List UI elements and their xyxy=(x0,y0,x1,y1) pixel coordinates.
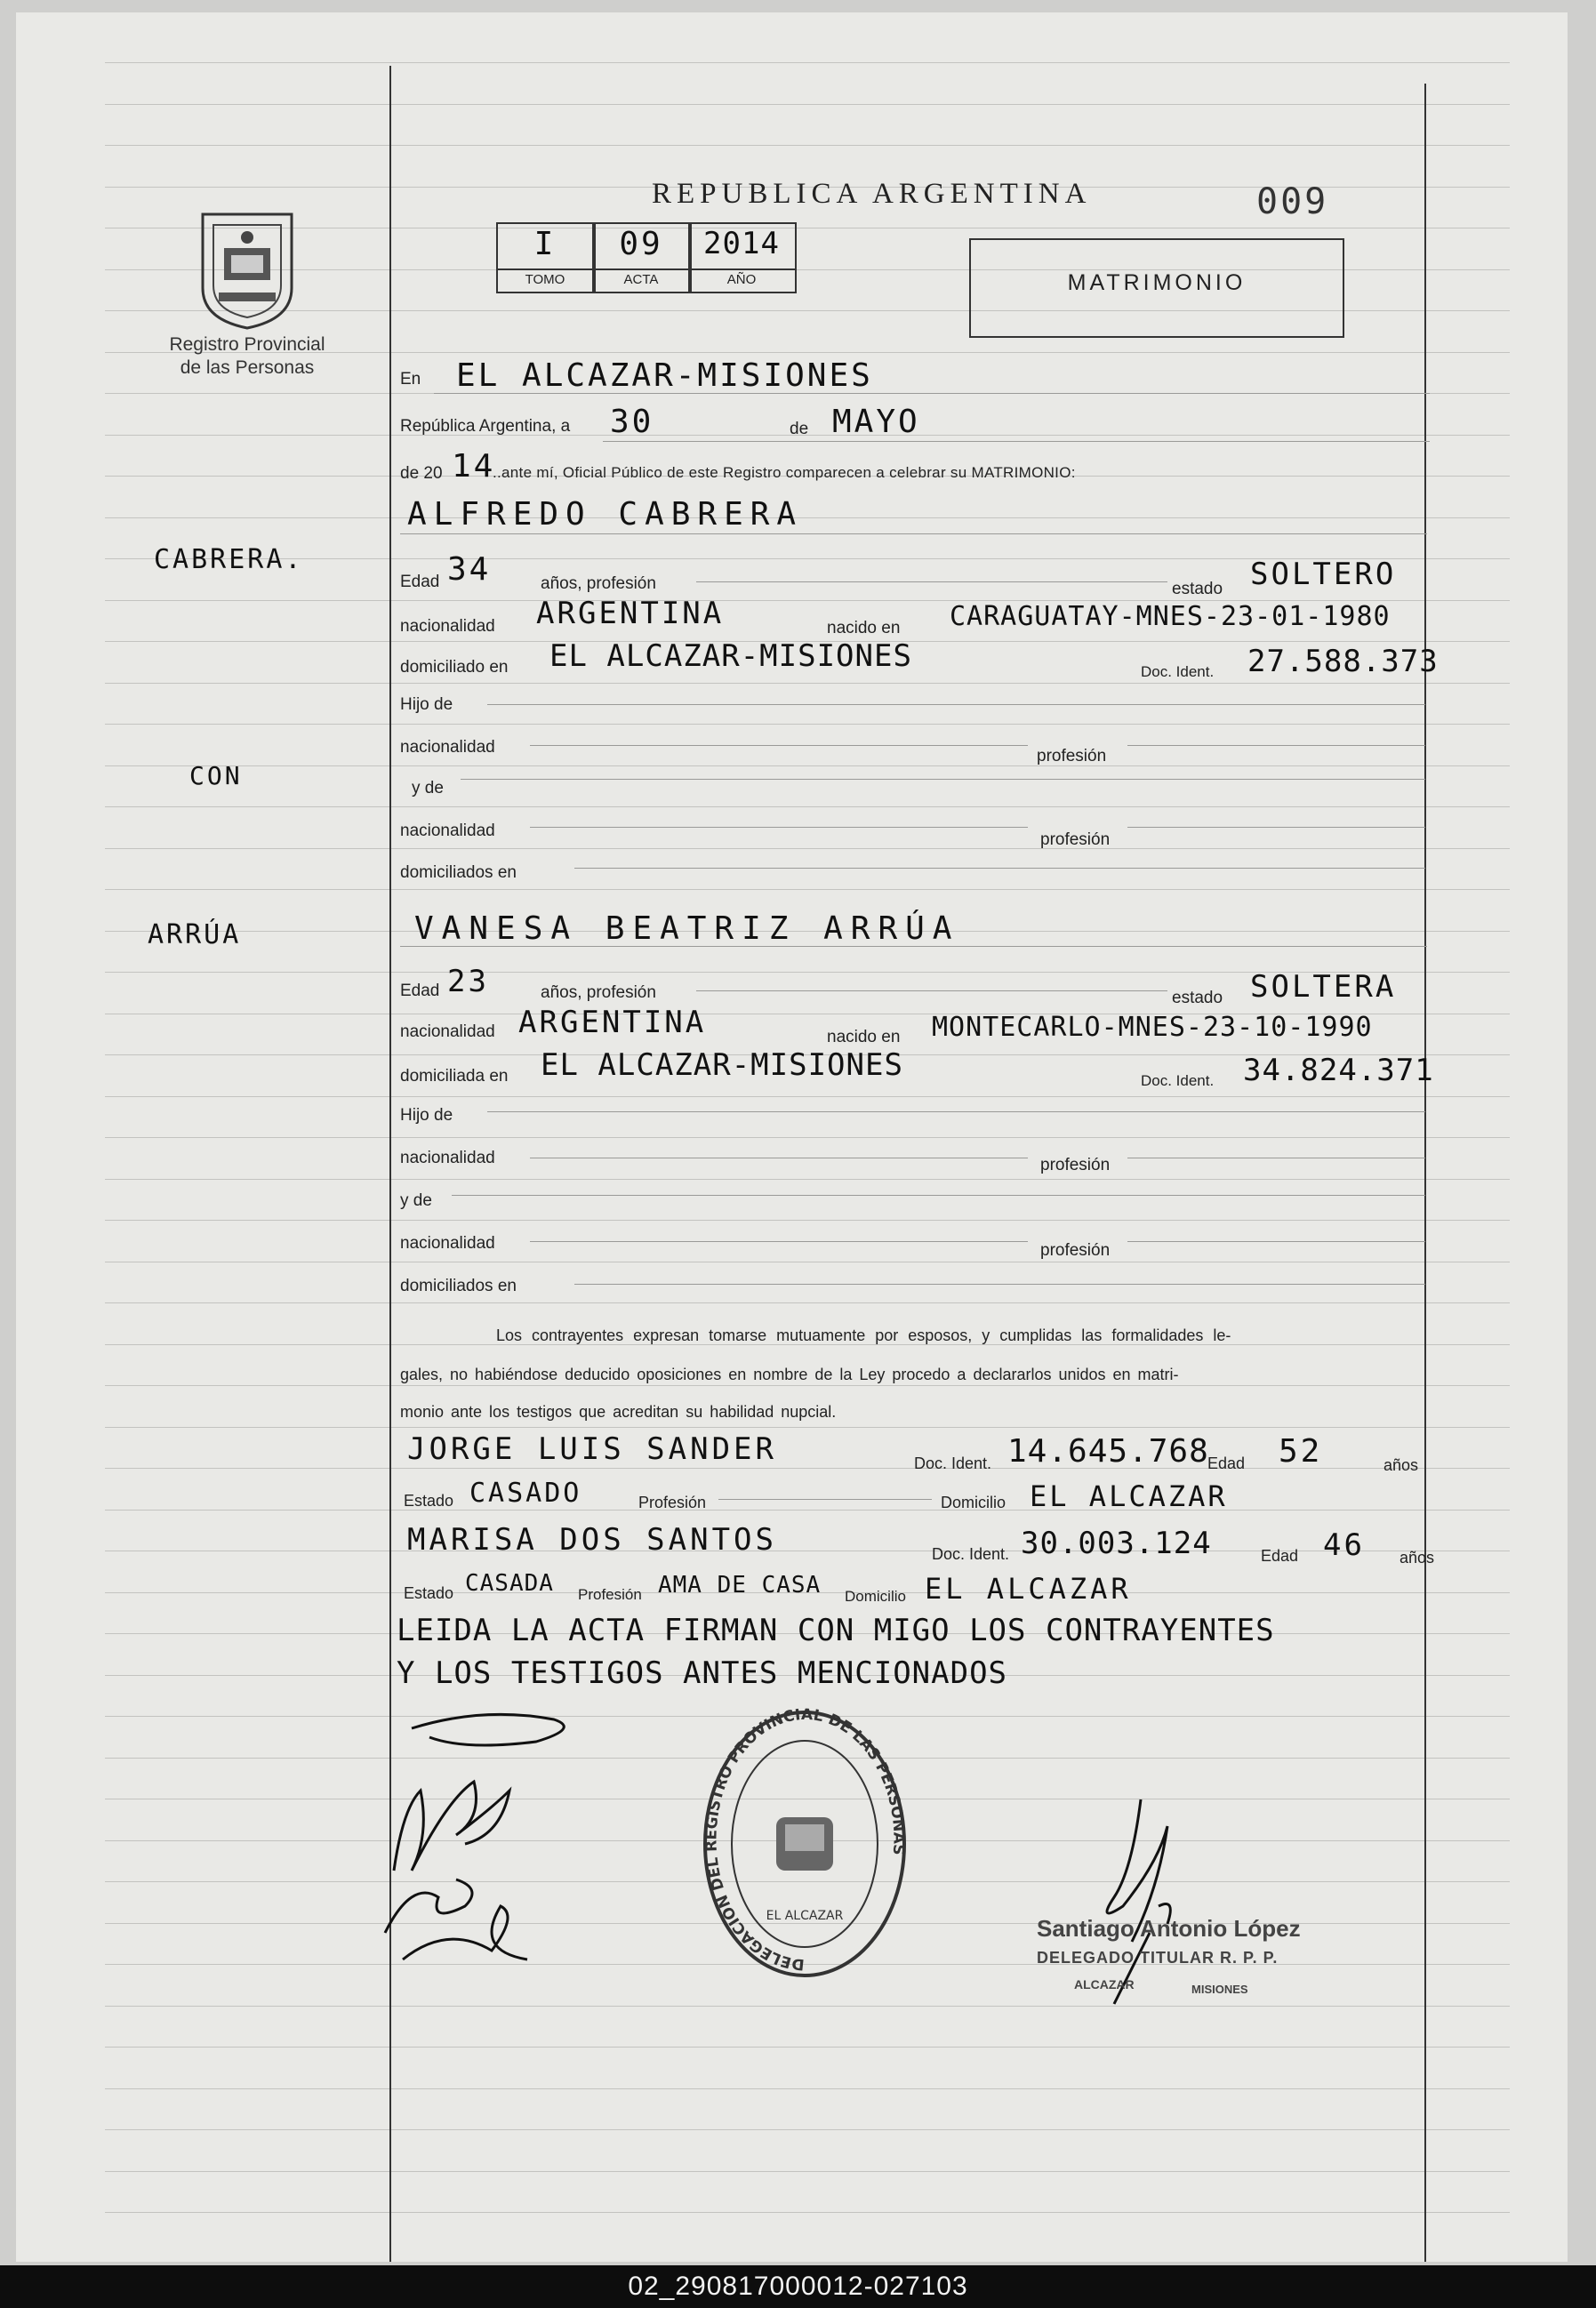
witness2-doc: 30.003.124 xyxy=(1021,1526,1212,1561)
bride-yde-label: y de xyxy=(400,1191,432,1210)
witness1-doc: 14.645.768 xyxy=(1007,1433,1209,1470)
bride-anos-label: años, profesión xyxy=(541,983,656,1002)
closing-line2: Y LOS TESTIGOS ANTES MENCIONADOS xyxy=(397,1655,1008,1691)
page-number: 009 xyxy=(1256,181,1329,222)
groom-nationality: ARGENTINA xyxy=(536,596,725,631)
closing-line1: LEIDA LA ACTA FIRMAN CON MIGO LOS CONTRAYENTES xyxy=(397,1613,1275,1648)
ruled-line xyxy=(105,1510,1510,1511)
groom-yde-label: y de xyxy=(412,779,444,797)
ruled-line xyxy=(105,2088,1510,2089)
ruled-line xyxy=(105,724,1510,725)
witness2-estado: CASADA xyxy=(465,1570,554,1597)
groom-domicile: EL ALCAZAR-MISIONES xyxy=(549,638,912,674)
groom-domiciliado-label: domiciliado en xyxy=(400,658,509,677)
groom-mother-nac-label: nacionalidad xyxy=(400,821,495,840)
witness2-domicile: EL ALCAZAR xyxy=(925,1572,1132,1606)
bride-nacido-label: nacido en xyxy=(827,1028,901,1046)
ruled-line xyxy=(105,517,1510,518)
groom-hijo-label: Hijo de xyxy=(400,695,453,714)
bride-mother-prof-label: profesión xyxy=(1040,1241,1111,1260)
declaration-line3: monio ante los testigos que acreditan su habilidad nupcial. xyxy=(400,1403,837,1421)
witness2-estado-label: Estado xyxy=(404,1584,454,1602)
declaration-line2: gales, no habiéndose deducido oposiciones en nombre de la Ley procedo a declararlos unidos en matri- xyxy=(400,1366,1179,1383)
groom-birth: CARAGUATAY-MNES-23-01-1980 xyxy=(950,601,1391,632)
seal-text: DELEGACION DEL REGISTRO PROVINCIAL DE LAS PERSONAS xyxy=(702,1706,908,1974)
witness2-profession: AMA DE CASA xyxy=(658,1572,822,1599)
ruled-line xyxy=(105,2129,1510,2130)
officer-place: ALCAZAR xyxy=(1074,1977,1135,1991)
registry-seal-icon xyxy=(701,1706,910,1982)
groom-mother-prof-label: profesión xyxy=(1040,830,1111,849)
ruled-line xyxy=(105,1302,1510,1303)
witness2-domicilio-label: Domicilio xyxy=(845,1588,906,1605)
bride-edad-label: Edad xyxy=(400,982,440,1000)
groom-doc-label: Doc. Ident. xyxy=(1141,663,1215,680)
ruled-line xyxy=(105,2171,1510,2172)
anio-value: 2014 xyxy=(703,226,780,261)
tomo-label: TOMO xyxy=(525,272,565,287)
witness2-edad-label: Edad xyxy=(1261,1547,1299,1565)
witness1-doc-label: Doc. Ident. xyxy=(914,1455,992,1472)
republica-label: República Argentina, a xyxy=(400,417,571,436)
bride-father-nac-label: nacionalidad xyxy=(400,1149,495,1167)
ruled-line xyxy=(105,765,1510,766)
tomo-value: I xyxy=(533,226,557,262)
officer-province: MISIONES xyxy=(1191,1983,1248,1996)
record-type-label: MATRIMONIO xyxy=(1067,270,1247,295)
ruled-line xyxy=(105,683,1510,684)
bride-domiciliada-label: domiciliada en xyxy=(400,1067,509,1086)
registry-name-line1: Registro Provincial xyxy=(169,334,325,355)
de-label: de xyxy=(790,420,809,438)
register-sheet xyxy=(16,12,1568,2262)
groom-nacido-label: nacido en xyxy=(827,619,901,637)
groom-doc: 27.588.373 xyxy=(1247,644,1439,679)
declaration-line1: Los contrayentes expresan tomarse mutuamente por esposos, y cumplidas las formalidades le- xyxy=(496,1326,1231,1344)
margin-con: CON xyxy=(189,761,243,790)
witness1-age: 52 xyxy=(1279,1433,1323,1470)
margin-bride-surname: ARRÚA xyxy=(148,919,242,950)
ruled-line xyxy=(105,1096,1510,1097)
bride-father-prof-label: profesión xyxy=(1040,1156,1111,1174)
witness1-profesion-label: Profesión xyxy=(638,1494,707,1511)
groom-estado: SOLTERO xyxy=(1250,557,1397,592)
ceremony-year: 14 xyxy=(452,448,496,485)
bride-doc-label: Doc. Ident. xyxy=(1141,1072,1215,1089)
bride-parents-dom-label: domiciliados en xyxy=(400,1277,517,1295)
ruled-line xyxy=(105,2006,1510,2007)
registry-name-line2: de las Personas xyxy=(180,357,315,378)
witness1-estado: CASADO xyxy=(469,1478,582,1509)
witness2-doc-label: Doc. Ident. xyxy=(932,1545,1010,1563)
groom-edad-label: Edad xyxy=(400,573,440,591)
bride-domicile: EL ALCAZAR-MISIONES xyxy=(541,1047,903,1083)
bride-hijo-label: Hijo de xyxy=(400,1106,453,1125)
ruled-line xyxy=(105,104,1510,105)
footer-code: 02_290817000012-027103 xyxy=(0,2265,1596,2308)
ruled-line xyxy=(105,889,1510,890)
bride-nationality: ARGENTINA xyxy=(518,1005,707,1040)
witness1-name: JORGE LUIS SANDER xyxy=(407,1431,777,1467)
witness2-age: 46 xyxy=(1323,1527,1365,1563)
ceremony-day: 30 xyxy=(610,404,654,440)
witness1-domicilio-label: Domicilio xyxy=(941,1494,1007,1511)
groom-father-prof-label: profesión xyxy=(1037,747,1107,765)
right-margin-rule xyxy=(1424,84,1426,2262)
bride-age: 23 xyxy=(447,964,489,999)
witness2-profesion-label: Profesión xyxy=(578,1586,642,1603)
groom-father-nac-label: nacionalidad xyxy=(400,738,495,757)
bride-birth: MONTECARLO-MNES-23-10-1990 xyxy=(932,1012,1373,1043)
bride-estado-label: estado xyxy=(1172,989,1223,1007)
groom-parents-dom-label: domiciliados en xyxy=(400,863,517,882)
witness1-domicile: EL ALCAZAR xyxy=(1030,1479,1228,1513)
contracting-signatures-icon xyxy=(376,1702,643,1995)
officer-title: DELEGADO TITULAR R. P. P. xyxy=(1037,1949,1279,1967)
anio-label: AÑO xyxy=(726,272,757,287)
groom-nacionalidad-label: nacionalidad xyxy=(400,617,495,636)
ruled-line xyxy=(105,2047,1510,2048)
groom-estado-label: estado xyxy=(1172,580,1223,598)
witness2-name: MARISA DOS SANTOS xyxy=(407,1522,777,1558)
witness1-estado-label: Estado xyxy=(404,1492,454,1510)
ruled-line xyxy=(105,848,1510,849)
acta-value: 09 xyxy=(619,226,663,262)
witness1-anos-label: años xyxy=(1383,1456,1419,1474)
country-heading: REPUBLICA ARGENTINA xyxy=(652,178,1092,210)
en-label: En xyxy=(400,370,421,389)
bride-doc: 34.824.371 xyxy=(1243,1053,1434,1088)
margin-groom-surname: CABRERA. xyxy=(154,544,304,575)
bride-nacionalidad-label: nacionalidad xyxy=(400,1022,495,1041)
ruled-line xyxy=(105,145,1510,146)
seal-place: EL ALCAZAR xyxy=(766,1909,844,1923)
witness1-edad-label: Edad xyxy=(1207,1455,1246,1472)
groom-name: ALFREDO CABRERA xyxy=(407,496,804,533)
ruled-line xyxy=(105,1137,1510,1138)
ruled-line xyxy=(105,2212,1510,2213)
ruled-line xyxy=(105,1385,1510,1386)
ante-text: ..ante mí, Oficial Público de este Registro comparecen a celebrar su MATRIMONIO: xyxy=(493,464,1076,481)
acta-label: ACTA xyxy=(623,272,659,287)
ruled-line xyxy=(105,1427,1510,1428)
bride-estado: SOLTERA xyxy=(1250,969,1397,1005)
ceremony-place: EL ALCAZAR-MISIONES xyxy=(456,357,873,394)
ruled-line xyxy=(105,1220,1510,1221)
province-emblem-icon xyxy=(194,204,301,333)
ruled-line xyxy=(105,806,1510,807)
ceremony-month: MAYO xyxy=(832,404,920,440)
de20-label: de 20 xyxy=(400,464,443,483)
witness2-anos-label: años xyxy=(1400,1549,1435,1567)
ruled-line xyxy=(105,62,1510,63)
bride-name: VANESA BEATRIZ ARRÚA xyxy=(414,910,960,947)
ruled-line xyxy=(105,1179,1510,1180)
groom-anos-label: años, profesión xyxy=(541,574,656,593)
groom-age: 34 xyxy=(447,551,492,588)
officer-name: Santiago Antonio López xyxy=(1037,1915,1301,1942)
bride-mother-nac-label: nacionalidad xyxy=(400,1234,495,1253)
